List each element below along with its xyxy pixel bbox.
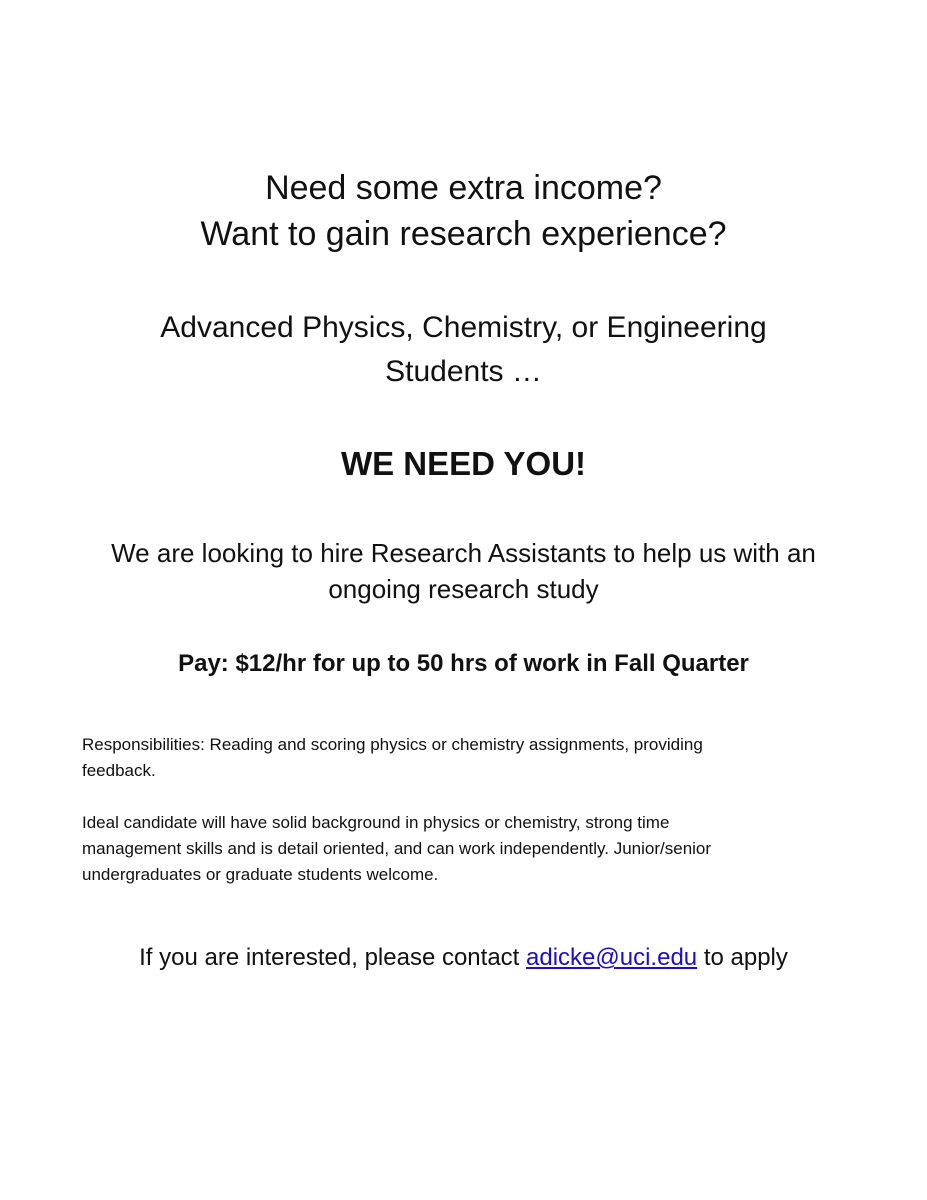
ideal-line-1: Ideal candidate will have solid background in physics or chemistry, strong time: [82, 813, 670, 832]
headline: WE NEED YOU!: [340, 445, 587, 482]
contact-text-before: If you are interested, please contact: [139, 944, 527, 971]
ideal-line-2: management skills and is detail oriented, and can work independently. Junior/senior: [82, 839, 712, 858]
responsibilities-paragraph: [82, 732, 842, 784]
responsibilities-line-2: feedback.: [82, 761, 156, 780]
audience-line-students: Students …: [385, 355, 542, 388]
contact-text-after: to apply: [697, 944, 788, 971]
hiring-line-1: We are looking to hire Research Assistants to help us with an: [111, 538, 816, 568]
intro-line-income: Need some extra income?: [265, 169, 662, 207]
email-link[interactable]: adicke@uci.edu: [526, 944, 698, 971]
audience-line-fields: Advanced Physics, Chemistry, or Engineering: [160, 311, 767, 344]
contact-line: [0, 940, 927, 976]
pay-details: Pay: $12/hr for up to 50 hrs of work in Fall Quarter: [178, 650, 749, 677]
ideal-candidate-paragraph: [82, 810, 842, 888]
responsibilities-line-1: Responsibilities: Reading and scoring physics or chemistry assignments, providing: [82, 735, 703, 754]
intro-line-research: Want to gain research experience?: [200, 215, 727, 253]
ideal-line-3: undergraduates or graduate students welcome.: [82, 865, 439, 884]
target-audience: [0, 306, 927, 394]
intro-questions: [0, 165, 927, 257]
hiring-description: [0, 535, 927, 607]
hiring-line-2: ongoing research study: [328, 574, 599, 604]
